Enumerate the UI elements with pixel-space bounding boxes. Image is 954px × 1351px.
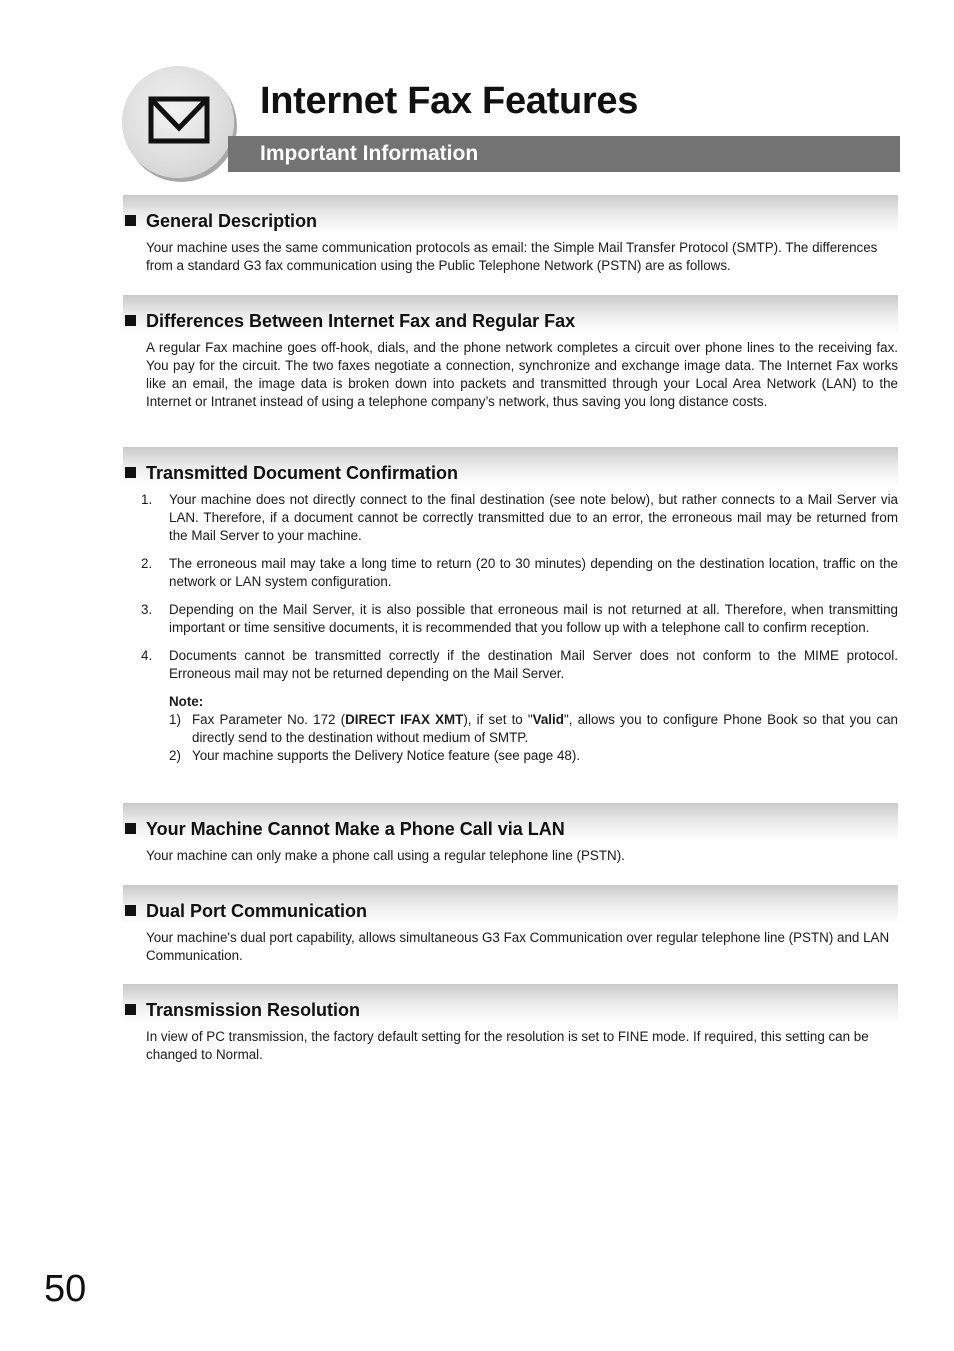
square-bullet-icon <box>125 823 136 834</box>
section-heading: Your Machine Cannot Make a Phone Call via LAN <box>146 819 565 839</box>
section-text: A regular Fax machine goes off-hook, dials, and the phone network completes a circuit over phone lines to the receiving fax. You pay for the circuit. The two faxes negotiate a connection, synchronize and exchange image data. The Internet Fax works like an email, the image data is broken down into packets and transmitted through your Local Area Network (LAN) to the Internet or Intranet instead of using a telephone company’s network, thus saving you long distance costs. <box>146 340 898 409</box>
section-text: Your machine's dual port capability, allows simultaneous G3 Fax Communication over regular telephone line (PSTN) and LAN Communication. <box>146 930 890 963</box>
note-title: Note: <box>169 694 204 709</box>
section-text: Your machine can only make a phone call using a regular telephone line (PSTN). <box>146 848 625 863</box>
subtitle-bar <box>228 136 900 172</box>
section-text: In view of PC transmission, the factory default setting for the resolution is set to FINE mode. If required, this setting can be changed to Normal. <box>146 1029 869 1062</box>
envelope-icon <box>148 96 210 144</box>
section-heading-bar <box>123 295 898 335</box>
list-item: 3. Depending on the Mail Server, it is also possible that erroneous mail is not returned at all. Therefore, when transmitting important or time sensitive documents, it is recommended that you follow up with a telephone call to confirm reception. <box>141 602 898 635</box>
section-heading-bar <box>123 195 898 235</box>
square-bullet-icon <box>125 1004 136 1015</box>
note-block <box>169 693 898 765</box>
section-heading-bar <box>123 803 898 843</box>
page-header <box>0 0 954 190</box>
square-bullet-icon <box>125 467 136 478</box>
section-heading-bar <box>123 885 898 925</box>
page-subtitle: Important Information <box>260 142 479 165</box>
section-heading-bar <box>123 447 898 487</box>
section-general-description <box>123 195 898 275</box>
section-transmitted-confirmation <box>123 447 898 765</box>
square-bullet-icon <box>125 215 136 226</box>
list-item: 4. Documents cannot be transmitted correctly if the destination Mail Server does not conform to the MIME protocol. Erroneous mail may not be returned depending on the Mail Server. <box>141 648 898 681</box>
square-bullet-icon <box>125 905 136 916</box>
envelope-badge <box>122 66 234 178</box>
list-item: 2. The erroneous mail may take a long time to return (20 to 30 minutes) depending on the destination location, traffic on the network or LAN system configuration. <box>141 556 898 589</box>
note-item: 1) Fax Parameter No. 172 (DIRECT IFAX XMT), if set to "Valid", allows you to configure Phone Book so that you can directly send to the destination without medium of SMTP. <box>169 712 899 745</box>
section-heading: Dual Port Communication <box>146 901 368 921</box>
page-title: Internet Fax Features <box>260 80 639 122</box>
section-heading: Differences Between Internet Fax and Regular Fax <box>146 311 576 331</box>
section-dual-port <box>123 885 898 965</box>
section-transmission-resolution <box>123 984 898 1064</box>
section-heading: Transmission Resolution <box>146 1000 361 1020</box>
note-item: 2) Your machine supports the Delivery Notice feature (see page 48). <box>169 748 581 763</box>
section-heading: General Description <box>146 211 318 231</box>
section-differences <box>123 295 898 411</box>
section-text: Your machine uses the same communication protocols as email: the Simple Mail Transfer Protocol (SMTP). The differences from a standard G3 fax communication using the Public Telephone Network (PSTN) are as follows. <box>146 240 878 273</box>
section-heading: Transmitted Document Confirmation <box>146 463 459 483</box>
section-heading-bar <box>123 984 898 1024</box>
numbered-list <box>123 491 898 683</box>
section-phone-call-lan <box>123 803 898 865</box>
list-item: 1. Your machine does not directly connect to the final destination (see note below), but rather connects to a Mail Server via LAN. Therefore, if a document cannot be correctly transmitted due to an error, the erroneous mail may be returned from the Mail Server to your machine. <box>141 492 898 543</box>
square-bullet-icon <box>125 315 136 326</box>
page-number: 50 <box>44 1268 87 1310</box>
